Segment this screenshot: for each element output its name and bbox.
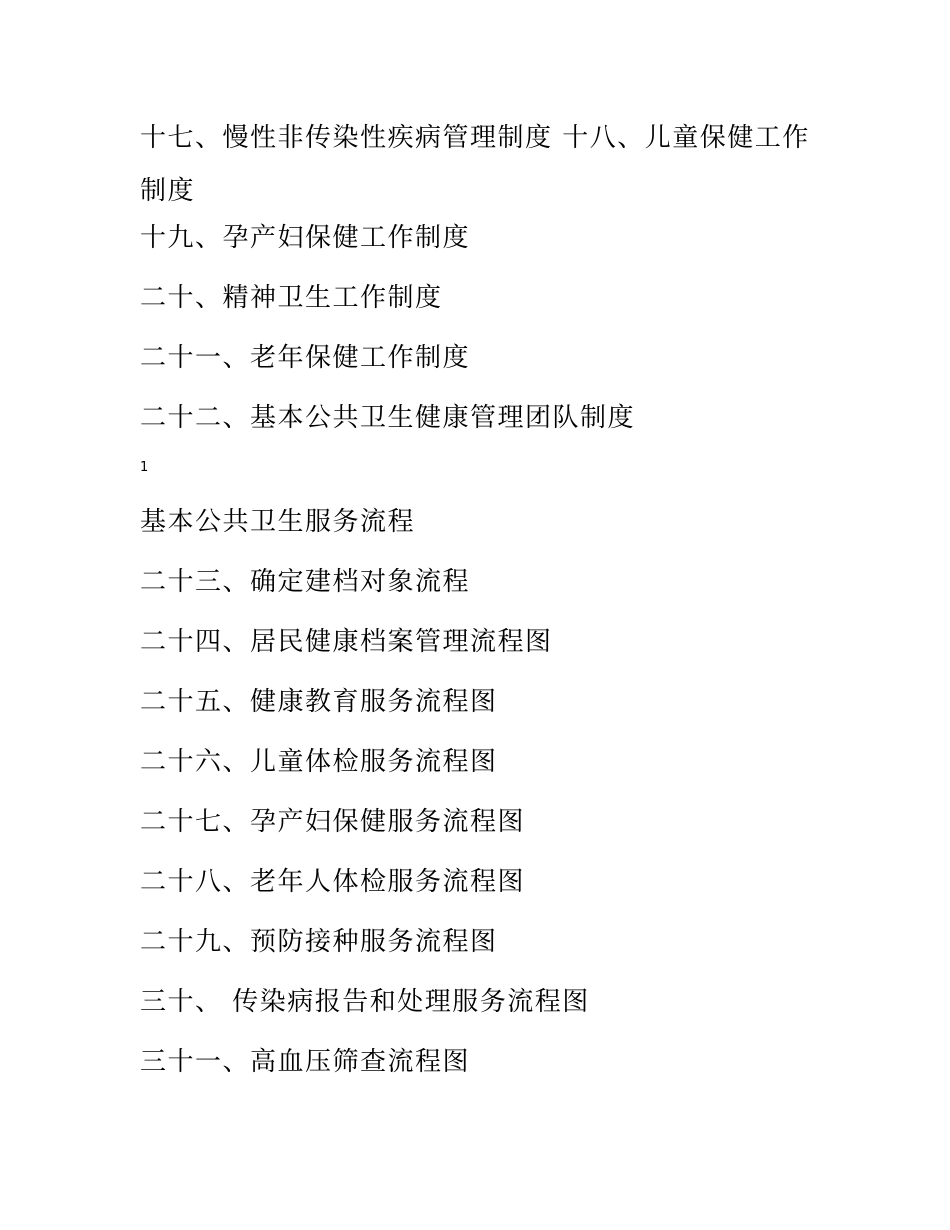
page-number: 1 <box>140 460 149 475</box>
toc-line-24: 二十四、居民健康档案管理流程图 <box>140 627 553 657</box>
toc-line-17-18: 十七、慢性非传染性疾病管理制度 十八、儿童保健工作制度 <box>140 123 810 206</box>
toc-line-22: 二十二、基本公共卫生健康管理团队制度 <box>140 403 636 433</box>
toc-line-23: 二十三、确定建档对象流程 <box>140 567 471 597</box>
toc-line-30: 三十、 传染病报告和处理服务流程图 <box>140 987 590 1017</box>
toc-line-26: 二十六、儿童体检服务流程图 <box>140 747 498 777</box>
toc-line-28: 二十八、老年人体检服务流程图 <box>140 867 526 897</box>
toc-line-20: 二十、精神卫生工作制度 <box>140 283 443 313</box>
toc-line-29: 二十九、预防接种服务流程图 <box>140 927 498 957</box>
toc-line-19: 十九、孕产妇保健工作制度 <box>140 223 471 253</box>
toc-line-21: 二十一、老年保健工作制度 <box>140 343 471 373</box>
toc-line-25: 二十五、健康教育服务流程图 <box>140 687 498 717</box>
section-heading: 基本公共卫生服务流程 <box>140 507 416 537</box>
toc-line-27: 二十七、孕产妇保健服务流程图 <box>140 807 526 837</box>
toc-line-31: 三十一、高血压筛查流程图 <box>140 1047 471 1077</box>
